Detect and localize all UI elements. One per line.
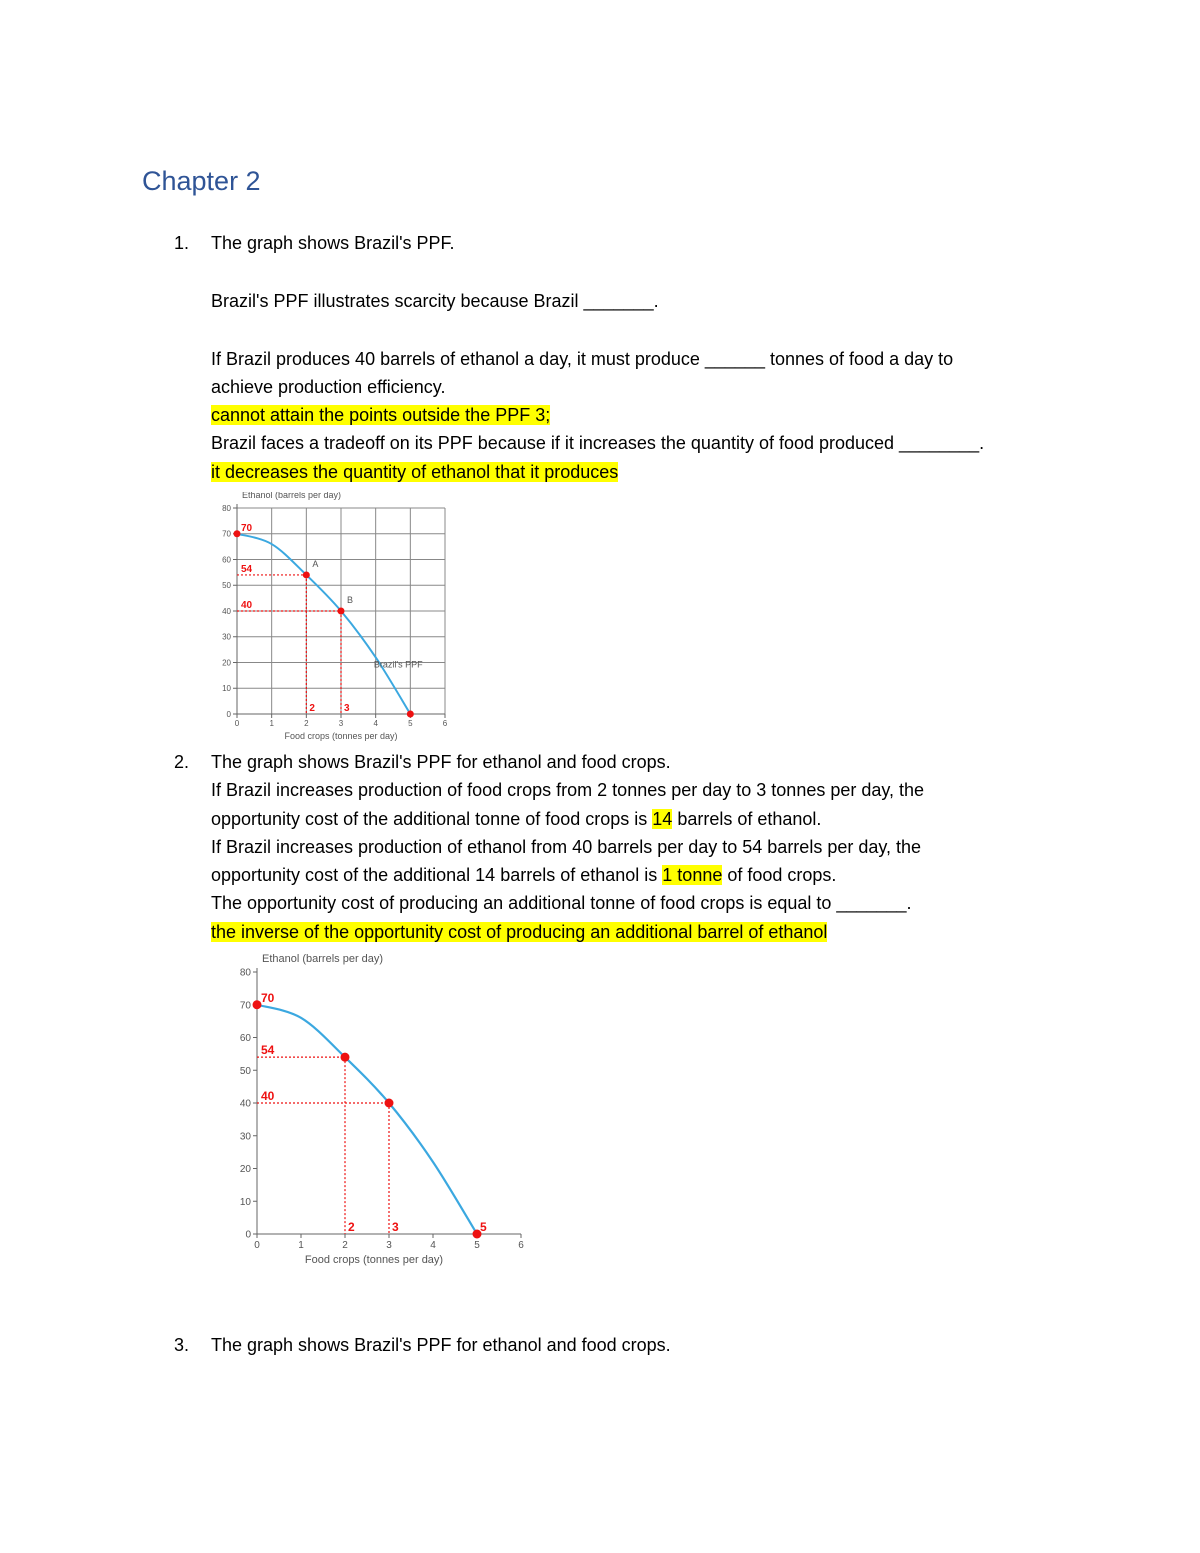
x-tick-label: 4 bbox=[430, 1240, 436, 1251]
y-tick-label: 20 bbox=[239, 1164, 251, 1175]
x-tick-label: 3 bbox=[338, 719, 344, 728]
red-value-label: 2 bbox=[348, 1220, 355, 1234]
y-tick-label: 30 bbox=[239, 1131, 251, 1143]
chapter-title: Chapter 2 bbox=[142, 166, 261, 196]
data-point bbox=[303, 571, 310, 578]
q2-line1: The graph shows Brazil's PPF for ethanol and food crops. bbox=[211, 752, 671, 772]
y-tick-label: 50 bbox=[239, 1065, 251, 1077]
q1-answer2: it decreases the quantity of ethanol that it produces bbox=[211, 461, 619, 482]
x-tick-label: 0 bbox=[254, 1240, 260, 1251]
point-label: B bbox=[347, 595, 354, 605]
q2-line6: The opportunity cost of producing an additional tonne of food crops is equal to _______. bbox=[211, 893, 912, 914]
data-point bbox=[338, 608, 345, 615]
red-value-label: 70 bbox=[261, 990, 275, 1005]
series-label: Brazil's PPF bbox=[373, 659, 423, 670]
data-point bbox=[234, 530, 241, 537]
x-tick-label: 5 bbox=[474, 1240, 480, 1251]
ppf-curve bbox=[237, 534, 410, 714]
y-tick-label: 50 bbox=[222, 581, 231, 591]
data-point bbox=[407, 711, 414, 718]
red-value-label: 3 bbox=[344, 703, 350, 714]
q3-line1: The graph shows Brazil's PPF for ethanol and food crops. bbox=[211, 1335, 671, 1355]
red-value-label: 54 bbox=[241, 563, 253, 575]
red-value-label: 40 bbox=[261, 1089, 275, 1103]
y-tick-label: 70 bbox=[239, 1000, 251, 1012]
question-number: 1. bbox=[174, 233, 190, 253]
q2-line4: If Brazil increases production of ethanol from 40 barrels per day to 54 barrels per day, the bbox=[211, 836, 922, 857]
x-tick-label: 0 bbox=[234, 719, 240, 728]
x-tick-label: 5 bbox=[408, 719, 413, 728]
ppf-chart-2 bbox=[215, 945, 545, 1275]
y-tick-label: 60 bbox=[222, 555, 231, 565]
q2-line2: If Brazil increases production of food crops from 2 tonnes per day to 3 tonnes per day, the bbox=[211, 780, 925, 801]
red-value-label: 3 bbox=[392, 1220, 399, 1234]
q2-highlight-14: 14 bbox=[652, 808, 673, 829]
point-label: A bbox=[312, 558, 319, 569]
x-tick-label: 3 bbox=[386, 1240, 392, 1251]
q1-line2: If Brazil produces 40 barrels of ethanol a day, it must produce ______ tonnes of food a day to bbox=[211, 348, 954, 369]
q2-highlight-1-tonne: 1 tonne bbox=[662, 865, 723, 886]
y-tick-label: 70 bbox=[222, 529, 231, 539]
x-tick-label: 6 bbox=[442, 719, 448, 728]
y-tick-label: 40 bbox=[239, 1098, 251, 1110]
q2-line3: opportunity cost of the additional tonne of food crops is 14 barrels of ethanol. bbox=[211, 808, 822, 829]
red-value-label: 54 bbox=[261, 1043, 275, 1058]
q1-line3: achieve production efficiency. bbox=[211, 376, 446, 397]
question-number: 2. bbox=[174, 752, 190, 772]
y-axis-label: Ethanol (barrels per day) bbox=[262, 953, 384, 965]
x-tick-label: 1 bbox=[298, 1240, 304, 1251]
q1-title: The graph shows Brazil's PPF. bbox=[211, 233, 455, 253]
y-tick-label: 80 bbox=[239, 967, 251, 979]
y-tick-label: 10 bbox=[239, 1196, 251, 1208]
y-axis-label: Ethanol (barrels per day) bbox=[242, 492, 342, 500]
x-axis-label: Food crops (tonnes per day) bbox=[304, 1254, 444, 1266]
y-tick-label: 60 bbox=[239, 1033, 251, 1044]
x-tick-label: 2 bbox=[342, 1240, 348, 1251]
y-tick-label: 10 bbox=[222, 684, 231, 694]
question-number: 3. bbox=[174, 1335, 190, 1355]
red-value-label: 2 bbox=[309, 703, 315, 714]
x-tick-label: 4 bbox=[373, 719, 378, 728]
red-value-label: 70 bbox=[241, 522, 253, 534]
ppf-chart-1 bbox=[215, 492, 455, 742]
y-tick-label: 80 bbox=[222, 503, 231, 513]
y-tick-label: 20 bbox=[222, 658, 231, 668]
red-value-label: 5 bbox=[480, 1220, 487, 1234]
q1-line1: Brazil's PPF illustrates scarcity because Brazil _______. bbox=[211, 290, 659, 311]
data-point bbox=[385, 1099, 394, 1108]
red-value-label: 40 bbox=[241, 600, 253, 611]
y-tick-label: 40 bbox=[222, 606, 231, 616]
q2-answer: the inverse of the opportunity cost of producing an additional barrel of ethanol bbox=[211, 921, 828, 942]
q1-line4: Brazil faces a tradeoff on its PPF because if it increases the quantity of food produced ________. bbox=[211, 433, 985, 454]
ppf-curve bbox=[257, 1005, 477, 1234]
x-tick-label: 2 bbox=[304, 719, 309, 728]
q1-answer1: cannot attain the points outside the PPF 3; bbox=[211, 405, 551, 426]
x-tick-label: 6 bbox=[518, 1240, 524, 1251]
q2-line5: opportunity cost of the additional 14 barrels of ethanol is 1 tonne of food crops. bbox=[211, 865, 837, 886]
y-tick-label: 0 bbox=[245, 1229, 251, 1241]
y-tick-label: 0 bbox=[226, 709, 231, 719]
data-point bbox=[341, 1053, 350, 1062]
x-tick-label: 1 bbox=[269, 719, 274, 728]
x-axis-label: Food crops (tonnes per day) bbox=[284, 730, 398, 741]
y-tick-label: 30 bbox=[222, 632, 231, 642]
